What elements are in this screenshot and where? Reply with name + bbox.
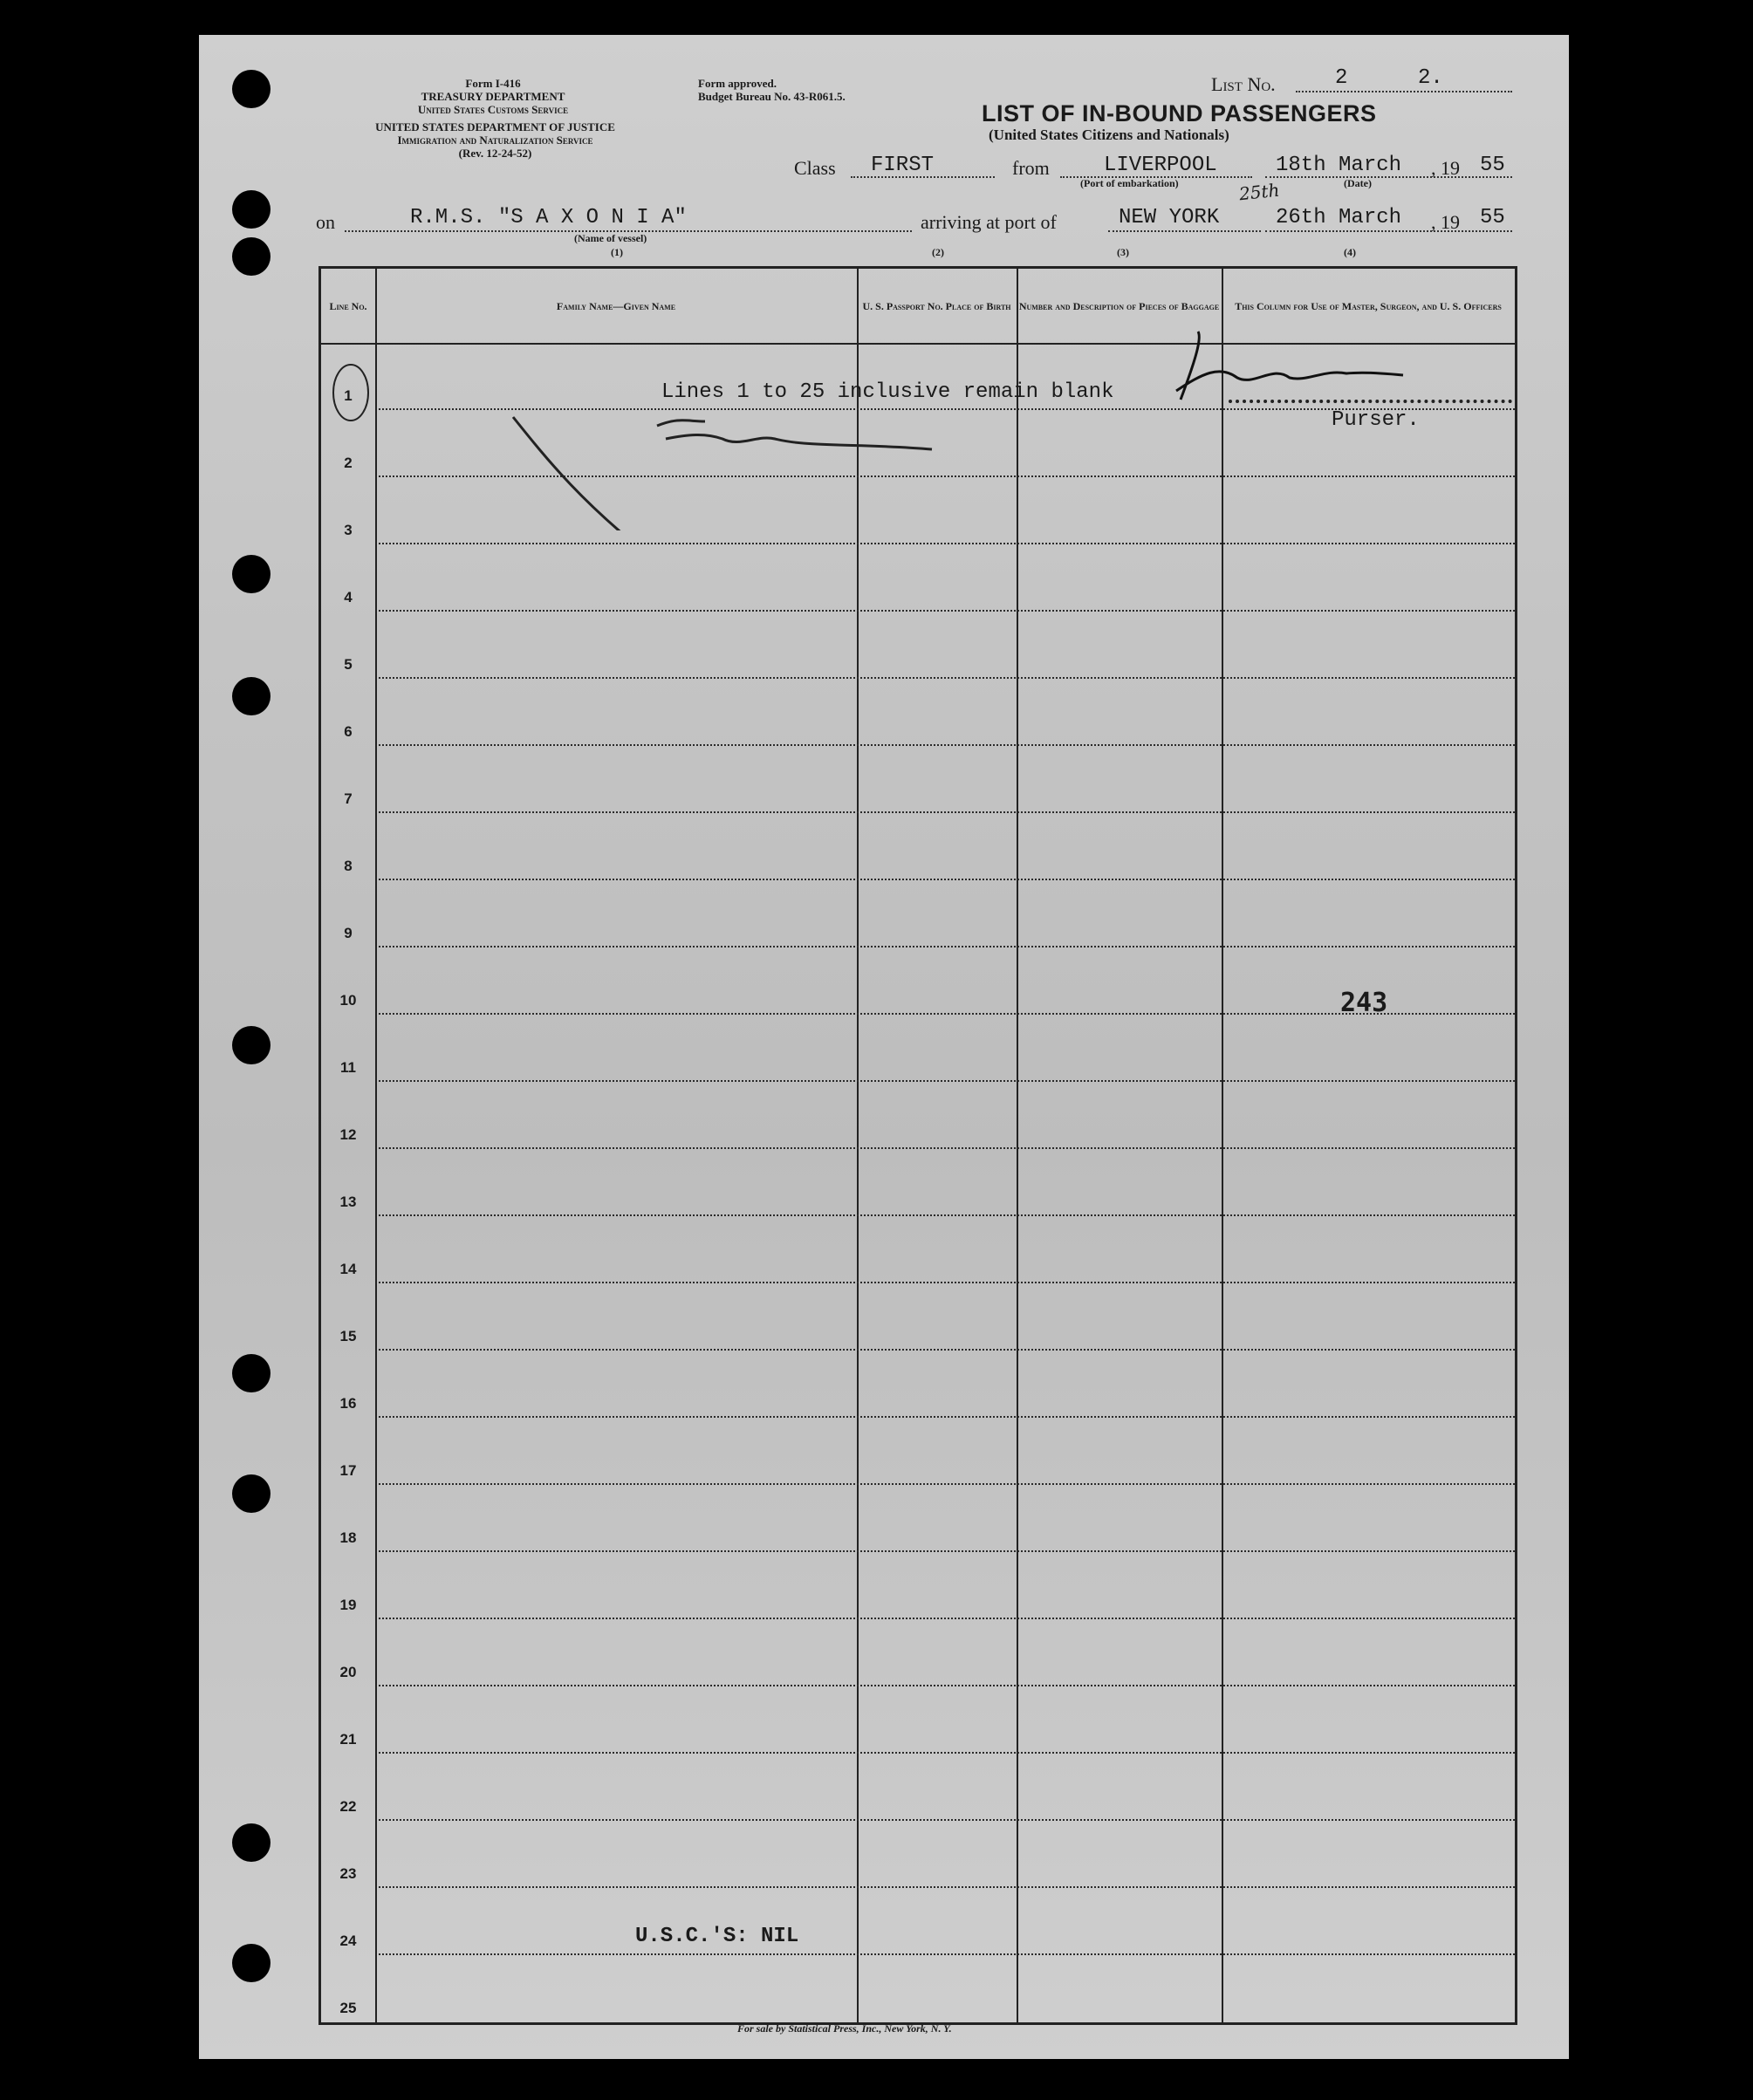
from-label: from (1012, 157, 1050, 179)
line-number: 21 (339, 1731, 357, 1748)
table-row (321, 746, 1515, 813)
header-officers: This Column for Use of Master, Surgeon, and U. S. Officers (1235, 299, 1502, 312)
purser-title: Purser. (1332, 408, 1420, 432)
arrival-port-underline (1108, 230, 1261, 232)
arrival-year: 55 (1480, 206, 1505, 229)
line-number: 18 (339, 1529, 357, 1546)
departure-year-prefix: , 19 (1431, 157, 1460, 179)
line-number: 7 (344, 790, 353, 807)
table-row (321, 1552, 1515, 1619)
table-row (321, 1418, 1515, 1485)
form-identity (362, 77, 624, 116)
handwritten-marks (321, 269, 1515, 530)
header-baggage: Number and Description of Pieces of Baggage (1018, 299, 1220, 312)
table-row (321, 813, 1515, 880)
col-ref-1: (1) (611, 246, 623, 258)
revision: (Rev. 12-24-52) (458, 147, 532, 160)
line-number: 1 (344, 387, 353, 404)
list-no-value-b: 2. (1418, 66, 1443, 90)
arriving-label: arriving at port of (921, 211, 1057, 233)
vessel-name: R.M.S. "S A X O N I A" (410, 206, 687, 229)
stamp-number: 243 (1340, 988, 1388, 1018)
class-underline (851, 176, 995, 178)
punch-hole (232, 1026, 270, 1064)
circle-mark (333, 365, 368, 421)
table-row (321, 612, 1515, 679)
table-row (321, 1619, 1515, 1686)
punch-hole (232, 677, 270, 715)
line-number: 17 (339, 1462, 357, 1479)
punch-hole (232, 1823, 270, 1862)
punch-hole (232, 190, 270, 229)
line-number: 12 (339, 1126, 357, 1143)
header-line-no: Line No. (329, 299, 367, 312)
form-approved: Form approved. (698, 77, 777, 90)
departure-year: 55 (1480, 154, 1505, 177)
list-no-underline (1296, 91, 1512, 92)
table-row (321, 947, 1515, 1015)
line-number: 23 (339, 1865, 357, 1882)
punch-hole (232, 237, 270, 276)
table-row (321, 679, 1515, 746)
table-row (321, 1754, 1515, 1821)
line-number: 3 (344, 522, 353, 538)
line-number: 8 (344, 858, 353, 874)
initials-scribble (657, 421, 932, 449)
table-row (321, 1283, 1515, 1351)
date-underline (1265, 176, 1512, 178)
on-label: on (316, 211, 335, 233)
line-number: 4 (344, 589, 353, 605)
usc-nil: U.S.C.'S: NIL (635, 1925, 799, 1948)
line-number: 15 (339, 1328, 357, 1344)
form-number: Form I-416 (465, 77, 521, 90)
approval-block (698, 77, 846, 103)
header-passport: U. S. Passport No. Place of Birth (862, 299, 1011, 312)
list-no-value-a: 2 (1335, 66, 1348, 90)
table-row (321, 1955, 1515, 2022)
line-number: 11 (340, 1059, 356, 1076)
vessel-caption: (Name of vessel) (574, 232, 647, 244)
line-number: 9 (344, 925, 353, 941)
arrival-date-underline (1265, 230, 1512, 232)
page-title: LIST OF IN-BOUND PASSENGERS (982, 100, 1377, 127)
line-number: 22 (339, 1798, 357, 1815)
table-row (321, 1485, 1515, 1552)
blank-note: Lines 1 to 25 inclusive remain blank (661, 380, 1114, 404)
line-number: 20 (339, 1664, 357, 1680)
table-row (321, 544, 1515, 612)
punch-hole (232, 555, 270, 593)
line-number: 25 (339, 2000, 357, 2016)
line-number: 5 (344, 656, 353, 673)
header-name: Family Name—Given Name (556, 299, 676, 312)
col-ref-4: (4) (1344, 246, 1356, 258)
table-row (321, 880, 1515, 947)
list-no-label: List No. (1211, 73, 1276, 95)
class-label: Class (794, 157, 836, 179)
treasury-dept: TREASURY DEPARTMENT (421, 90, 565, 103)
departure-date: 18th March (1276, 154, 1402, 177)
table-row (321, 1082, 1515, 1149)
col-ref-2: (2) (932, 246, 944, 258)
table-row (321, 1351, 1515, 1418)
line-number: 6 (344, 723, 353, 740)
table-row (321, 1888, 1515, 1955)
passenger-table (318, 266, 1517, 2025)
arrival-port: NEW YORK (1119, 206, 1220, 229)
arrival-year-prefix: , 19 (1431, 211, 1460, 233)
line-number: 14 (339, 1261, 357, 1277)
table-row (321, 1015, 1515, 1082)
budget-bureau: Budget Bureau No. 43-R061.5. (698, 90, 846, 103)
line-number: 13 (339, 1194, 357, 1210)
arrival-date: 26th March (1276, 206, 1402, 229)
table-row (321, 1821, 1515, 1888)
date-caption: (Date) (1344, 177, 1372, 189)
arrival-date-correction: 25th (1237, 179, 1281, 205)
tick-mark (513, 417, 657, 530)
punch-hole (232, 70, 270, 108)
punch-hole (232, 1944, 270, 1982)
line-number: 24 (339, 1932, 357, 1949)
table-row (321, 1216, 1515, 1283)
port-caption: (Port of embarkation) (1080, 177, 1179, 189)
table-row (321, 1686, 1515, 1754)
justice-block (323, 120, 668, 160)
table-row (321, 1149, 1515, 1216)
punch-hole (232, 1354, 270, 1392)
printer-footer: For sale by Statistical Press, Inc., New York, N. Y. (737, 2022, 952, 2035)
page-subtitle: (United States Citizens and Nationals) (989, 127, 1229, 143)
line-number: 10 (339, 992, 357, 1009)
line-number: 16 (339, 1395, 357, 1412)
punch-hole (232, 1474, 270, 1513)
purser-signature (1176, 332, 1403, 400)
customs-service: United States Customs Service (417, 103, 569, 116)
ins-service: Immigration and Naturalization Service (397, 133, 593, 147)
col-ref-3: (3) (1117, 246, 1129, 258)
line-number: 19 (339, 1597, 357, 1613)
port-of-embarkation: LIVERPOOL (1104, 154, 1217, 177)
justice-dept: UNITED STATES DEPARTMENT OF JUSTICE (375, 120, 615, 133)
line-number: 2 (344, 455, 353, 471)
class-value: FIRST (871, 154, 935, 177)
